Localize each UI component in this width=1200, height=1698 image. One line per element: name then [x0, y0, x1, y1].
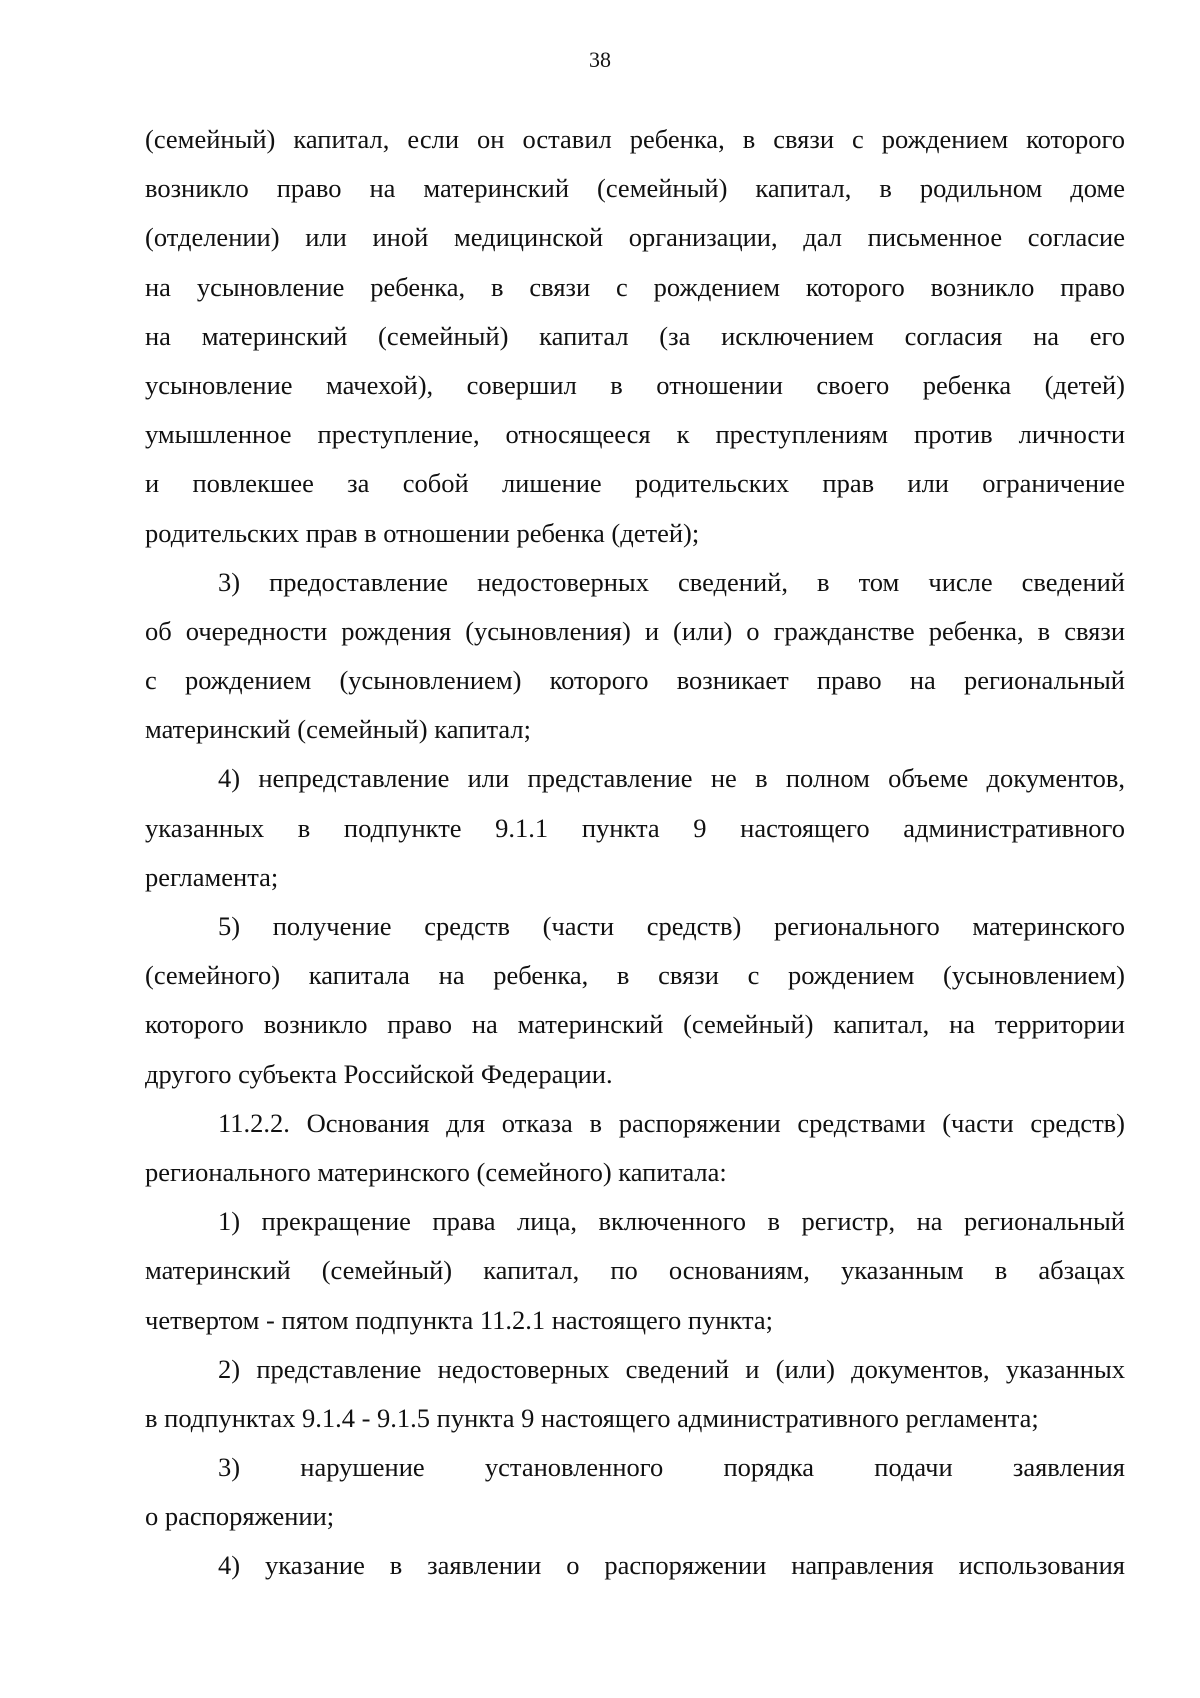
text-line: в подпунктах 9.1.4 - 9.1.5 пункта 9 настоящего административного регламента;	[145, 1402, 1039, 1433]
text-line: регионального материнского (семейного) капитала:	[145, 1156, 727, 1187]
text-line: 4) непредставление или представление не в полном объеме документов,	[218, 763, 1125, 794]
paragraph	[145, 754, 1125, 902]
text-line: (отделении) или иной медицинской организации, дал письменное согласие	[145, 222, 1125, 253]
text-line: 3) нарушение установленного порядка подачи заявления	[218, 1452, 1125, 1483]
text-line: о распоряжении;	[145, 1501, 335, 1532]
paragraph	[145, 902, 1125, 1099]
text-line: родительских прав в отношении ребенка (детей);	[145, 517, 700, 548]
text-line: умышленное преступление, относящееся к преступлениям против личности	[145, 419, 1125, 450]
text-line: другого субъекта Российской Федерации.	[145, 1058, 613, 1089]
text-line: (семейный) капитал, если он оставил ребенка, в связи с рождением которого	[145, 124, 1125, 154]
document-body	[145, 115, 1125, 1591]
text-line: указанных в подпункте 9.1.1 пункта 9 настоящего административного	[145, 812, 1125, 843]
text-line: 4) указание в заявлении о распоряжении направления использования	[218, 1550, 1125, 1581]
text-line: 5) получение средств (части средств) регионального материнского	[218, 911, 1125, 941]
text-line: 3) предоставление недостоверных сведений, в том числе сведений	[218, 566, 1125, 597]
text-line: (семейного) капитала на ребенка, в связи с рождением (усыновлением)	[145, 960, 1125, 991]
page-number: 38	[589, 47, 611, 72]
text-line: и повлекшее за собой лишение родительских прав или ограничение	[145, 468, 1125, 499]
text-line: на усыновление ребенка, в связи с рождением которого возникло право	[145, 271, 1125, 302]
paragraph	[145, 1197, 1125, 1345]
text-line: на материнский (семейный) капитал (за исключением согласия на его	[145, 320, 1125, 351]
paragraph	[145, 1099, 1125, 1197]
text-line: возникло право на материнский (семейный) капитал, в родильном доме	[145, 173, 1125, 204]
text-line: 11.2.2. Основания для отказа в распоряжении средствами (части средств)	[218, 1107, 1125, 1138]
text-line: с рождением (усыновлением) которого возникает право на региональный	[145, 665, 1125, 696]
text-line: регламента;	[145, 861, 279, 892]
text-line: об очередности рождения (усыновления) и (или) о гражданстве ребенка, в связи	[145, 615, 1125, 646]
paragraph	[145, 115, 1125, 558]
text-line: материнский (семейный) капитал, по основаниям, указанным в абзацах	[145, 1255, 1125, 1286]
text-line: материнский (семейный) капитал;	[145, 714, 531, 745]
paragraph	[145, 1443, 1125, 1541]
text-line: четвертом - пятом подпункта 11.2.1 настоящего пункта;	[145, 1304, 774, 1335]
paragraph	[145, 1541, 1125, 1590]
paragraph	[145, 1345, 1125, 1443]
text-line: 1) прекращение права лица, включенного в регистр, на региональный	[218, 1206, 1125, 1237]
paragraph	[145, 558, 1125, 755]
text-line: 2) представление недостоверных сведений и (или) документов, указанных	[218, 1353, 1125, 1384]
text-line: усыновление мачехой), совершил в отношении своего ребенка (детей)	[145, 369, 1125, 400]
text-line: которого возникло право на материнский (семейный) капитал, на территории	[145, 1009, 1125, 1040]
